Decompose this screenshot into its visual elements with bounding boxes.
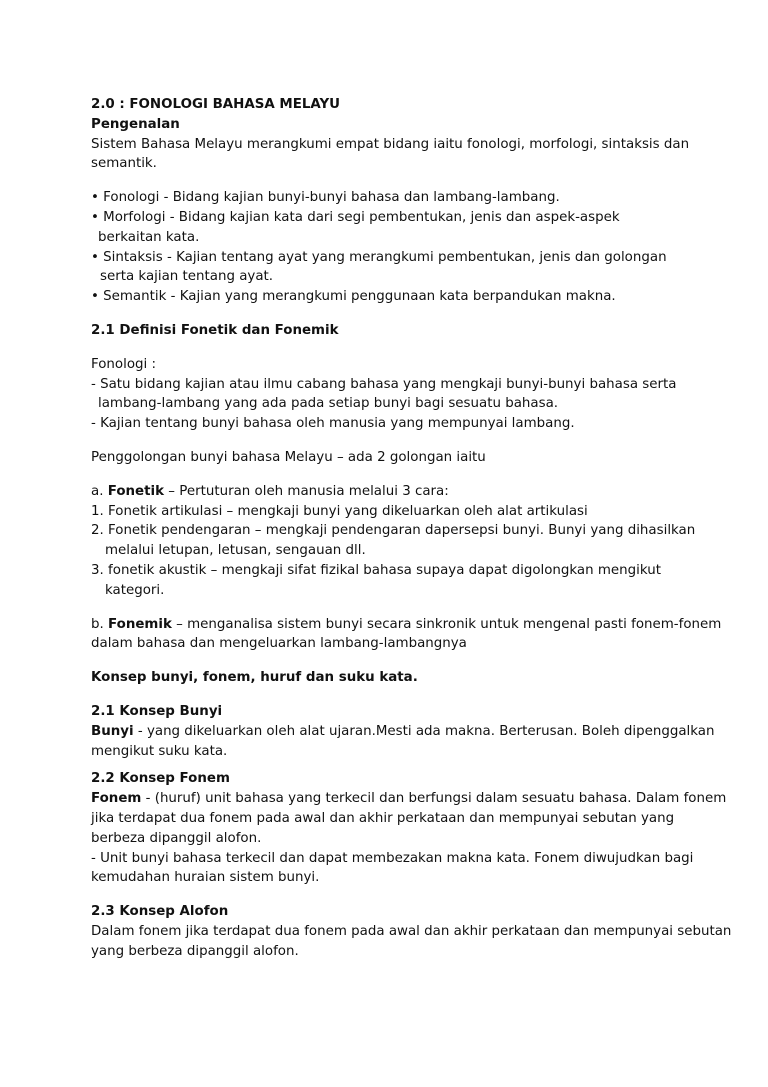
fonemik-line-cont: dalam bahasa dan mengeluarkan lambang-lambangnya	[91, 636, 467, 652]
bullet-fonologi: • Fonologi - Bidang kajian bunyi-bunyi bahasa dan lambang-lambang.	[91, 190, 560, 206]
konsep-fonem-line	[91, 789, 727, 809]
konsep-alofon-heading: 2.3 Konsep Alofon	[91, 904, 229, 920]
fonetik-line	[91, 482, 691, 502]
fonetik-item-cont: melalui letupan, letusan, sengauan dll.	[105, 543, 366, 559]
bullet-morfologi-cont: berkaitan kata.	[98, 229, 200, 245]
konsep-bunyi-line: mengikut suku kata.	[91, 743, 228, 759]
fonetik-item-cont: kategori.	[105, 582, 165, 598]
fonetik-term: Fonetik	[107, 483, 165, 499]
konsep-alofon-line: yang berbeza dipanggil alofon.	[91, 943, 299, 959]
fonemik-desc: – menganalisa sistem bunyi secara sinkronik untuk mengenal pasti fonem-fonem	[171, 616, 722, 632]
konsep-alofon-line: Dalam fonem jika terdapat dua fonem pada awal dan akhir perkataan dan mempunyai sebutan	[91, 923, 732, 939]
fonetik-desc: – Pertuturan oleh manusia melalui 3 cara:	[164, 483, 449, 499]
bullet-morfologi: • Morfologi - Bidang kajian kata dari segi pembentukan, jenis dan aspek-aspek	[91, 209, 620, 225]
intro-heading: Pengenalan	[91, 116, 180, 132]
konsep-fonem-heading: 2.2 Konsep Fonem	[91, 771, 230, 787]
fonem-term: Fonem	[91, 791, 142, 807]
bullet-sintaksis-cont: serta kajian tentang ayat.	[100, 269, 274, 285]
konsep-bunyi-heading: 2.1 Konsep Bunyi	[91, 703, 223, 719]
bullet-sintaksis: • Sintaksis - Kajian tentang ayat yang merangkumi pembentukan, jenis dan golongan	[91, 249, 667, 265]
fonologi-def-line: - Satu bidang kajian atau ilmu cabang bahasa yang mengkaji bunyi-bunyi bahasa serta	[91, 376, 677, 392]
fonologi-def-line: - Kajian tentang bunyi bahasa oleh manusia yang mempunyai lambang.	[91, 416, 575, 432]
fonologi-def-line: lambang-lambang yang ada pada setiap bunyi bagi sesuatu bahasa.	[98, 396, 559, 412]
konsep-fonem-line: jika terdapat dua fonem pada awal dan akhir perkataan dan mempunyai sebutan yang	[91, 810, 675, 826]
intro-text-line: Sistem Bahasa Melayu merangkumi empat bidang iaitu fonologi, morfologi, sintaksis dan	[91, 136, 690, 152]
document-title: 2.0 : FONOLOGI BAHASA MELAYU	[91, 97, 341, 112]
bunyi-term: Bunyi	[91, 723, 134, 739]
bullet-semantik: • Semantik - Kajian yang merangkumi penggunaan kata berpandukan makna.	[91, 289, 616, 305]
fonem-desc: - (huruf) unit bahasa yang terkecil dan berfungsi dalam sesuatu bahasa. Dalam fonem	[141, 791, 727, 807]
fonemik-line	[91, 615, 722, 635]
konsep-fonem-line: kemudahan huraian sistem bunyi.	[91, 870, 320, 886]
konsep-fonem-line: - Unit bunyi bahasa terkecil dan dapat membezakan makna kata. Fonem diwujudkan bagi	[91, 850, 694, 866]
fonetik-item: 3. fonetik akustik – mengkaji sifat fizikal bahasa supaya dapat digolongkan mengikut	[91, 562, 661, 578]
konsep-heading: Konsep bunyi, fonem, huruf dan suku kata.	[91, 670, 418, 686]
konsep-fonem-line: berbeza dipanggil alofon.	[91, 830, 262, 846]
fonemik-prefix: b.	[91, 616, 109, 632]
bunyi-desc: - yang dikeluarkan oleh alat ujaran.Mesti ada makna. Berterusan. Boleh dipenggalkan	[133, 723, 715, 739]
fonemik-term: Fonemik	[108, 616, 172, 632]
document-body	[91, 95, 732, 961]
fonetik-item: 2. Fonetik pendengaran – mengkaji pendengaran dapersepsi bunyi. Bunyi yang dihasilkan	[91, 523, 696, 539]
konsep-bunyi-line	[91, 722, 715, 742]
fonetik-prefix: a.	[91, 483, 108, 499]
intro-text-line: semantik.	[91, 156, 157, 172]
golongan-text: Penggolongan bunyi bahasa Melayu – ada 2 golongan iaitu	[91, 449, 486, 465]
section-heading-definisi: 2.1 Definisi Fonetik dan Fonemik	[91, 322, 339, 338]
fonologi-label: Fonologi :	[91, 356, 156, 372]
fonetik-item: 1. Fonetik artikulasi – mengkaji bunyi yang dikeluarkan oleh alat artikulasi	[91, 503, 588, 519]
